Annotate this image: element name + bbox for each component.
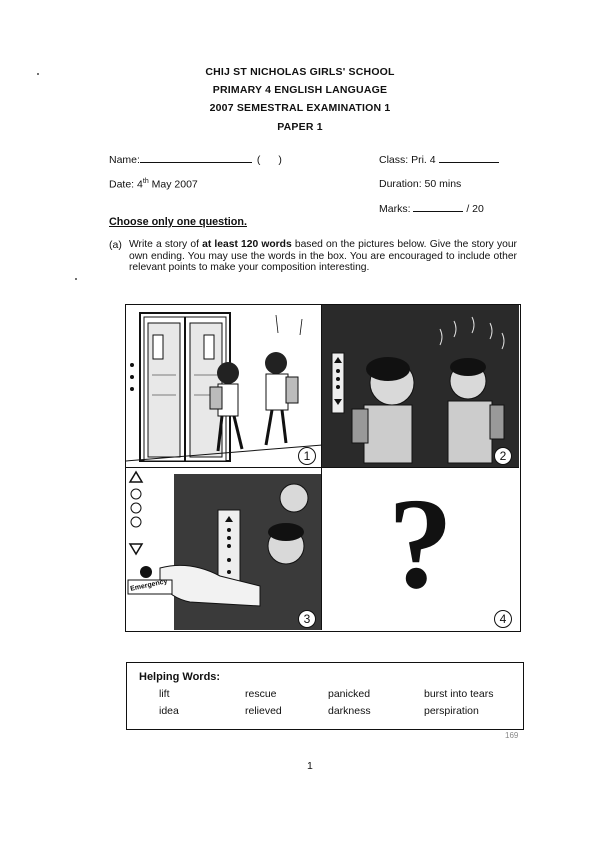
helping-words-box bbox=[126, 662, 524, 730]
duration: Duration: 50 mins bbox=[379, 178, 462, 190]
helping-word: idea bbox=[159, 705, 179, 717]
paper-title: PAPER 1 bbox=[277, 121, 323, 133]
panel-number-1: 1 bbox=[298, 447, 316, 465]
question-mark-symbol: ? bbox=[388, 472, 453, 616]
emergency-sign-text: Emergency bbox=[129, 578, 169, 593]
name-label: Name: bbox=[109, 154, 140, 166]
date-day: 4 bbox=[137, 178, 143, 191]
marks-row bbox=[379, 203, 484, 215]
picture-grid bbox=[125, 304, 521, 632]
margin-note: 169 bbox=[505, 731, 519, 740]
dark-lift-illustration bbox=[322, 305, 519, 468]
scan-speck bbox=[75, 278, 77, 280]
page-number: 1 bbox=[307, 760, 313, 772]
helping-words-title: Helping Words: bbox=[139, 671, 221, 683]
helping-word: perspiration bbox=[424, 705, 479, 717]
picture-panel-3 bbox=[126, 468, 322, 630]
panel-number-3: 3 bbox=[298, 610, 316, 628]
helping-word: lift bbox=[159, 688, 170, 700]
lift-doors-illustration bbox=[126, 305, 322, 468]
question-text bbox=[129, 239, 517, 274]
helping-word: relieved bbox=[245, 705, 282, 717]
exam-title: 2007 SEMESTRAL EXAMINATION 1 bbox=[209, 102, 391, 114]
helping-word: panicked bbox=[328, 688, 371, 700]
section-instruction: Choose only one question. bbox=[109, 216, 247, 228]
question-text-part1: Write a story of bbox=[129, 239, 203, 250]
question-text-part2: based on the pictures below. Give the story your own ending. You may use the words in the box. You are encouraged to include other relevant points to make your composition interesting. bbox=[129, 239, 517, 274]
date-suffix: th bbox=[142, 178, 149, 185]
date-row bbox=[109, 178, 198, 191]
panel-number-4: 4 bbox=[494, 610, 512, 628]
subject-title: PRIMARY 4 ENGLISH LANGUAGE bbox=[212, 84, 388, 96]
picture-panel-4 bbox=[322, 468, 519, 630]
marks-field[interactable] bbox=[413, 211, 463, 212]
index-paren-close: ) bbox=[278, 154, 282, 166]
picture-panel-2 bbox=[322, 305, 519, 468]
class-field[interactable] bbox=[439, 162, 499, 163]
date-rest: May 2007 bbox=[151, 178, 198, 191]
marks-total: / 20 bbox=[466, 203, 484, 215]
class-row bbox=[379, 154, 499, 166]
name-row bbox=[109, 154, 282, 166]
index-paren-open: ( bbox=[256, 154, 261, 166]
helping-word: darkness bbox=[328, 705, 371, 717]
panel-number-2: 2 bbox=[494, 447, 512, 465]
school-name: CHIJ ST NICHOLAS GIRLS' SCHOOL bbox=[205, 66, 395, 78]
helping-word: rescue bbox=[245, 688, 277, 700]
picture-panel-1 bbox=[126, 305, 322, 468]
question-label: (a) bbox=[109, 239, 122, 251]
emergency-button-illustration bbox=[126, 468, 322, 630]
marks-label: Marks: bbox=[379, 203, 411, 215]
date-label: Date: bbox=[109, 178, 135, 191]
class-label: Class: Pri. 4 bbox=[379, 154, 436, 166]
name-field[interactable] bbox=[140, 162, 252, 163]
helping-word: burst into tears bbox=[424, 688, 494, 700]
question-text-bold: at least 120 words bbox=[202, 239, 292, 250]
